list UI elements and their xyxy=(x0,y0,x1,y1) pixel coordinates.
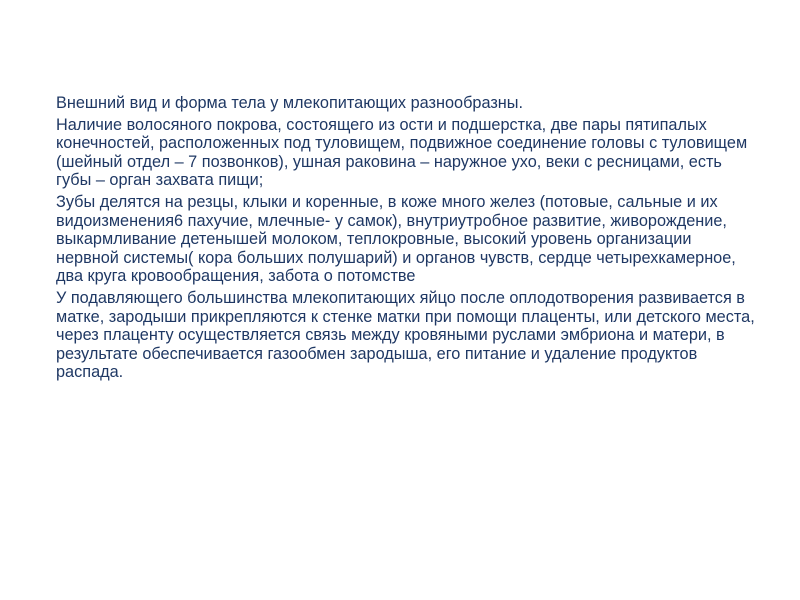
slide-body-text xyxy=(56,94,758,385)
paragraph-internal-features: Зубы делятся на резцы, клыки и коренные, в коже много желез (потовые, сальные и их видоизменения6 пахучие, млечные- у самок), внутриутробное развитие, живорождение, выкармливание детенышей молоком, теплокровные, высокий уровень организации нервной системы( кора больших полушарий) и органов чувств, сердце четырехкамерное, два круга кровообращения, забота о потомстве xyxy=(56,192,736,286)
paragraph-body-shape: Внешний вид и форма тела у млекопитающих разнообразны. xyxy=(56,94,524,112)
paragraph-reproduction: У подавляющего большинства млекопитающих яйцо после оплодотворения развивается в матке, зародыши прикрепляются к стенке матки при помощи плаценты, или детского места, через плаценту осуществляется связь между кровяными руслами эмбриона и матери, в результате обеспечивается газообмен зародыша, его питание и удаление продуктов распада. xyxy=(56,288,755,382)
paragraph-external-features: Наличие волосяного покрова, состоящего из ости и подшерстка, две пары пятипалых конечностей, расположенных под туловищем, подвижное соединение головы с туловищем (шейный отдел – 7 позвонков), ушная раковина – наружное ухо, веки с ресницами, есть губы – орган захвата пищи; xyxy=(56,115,748,190)
